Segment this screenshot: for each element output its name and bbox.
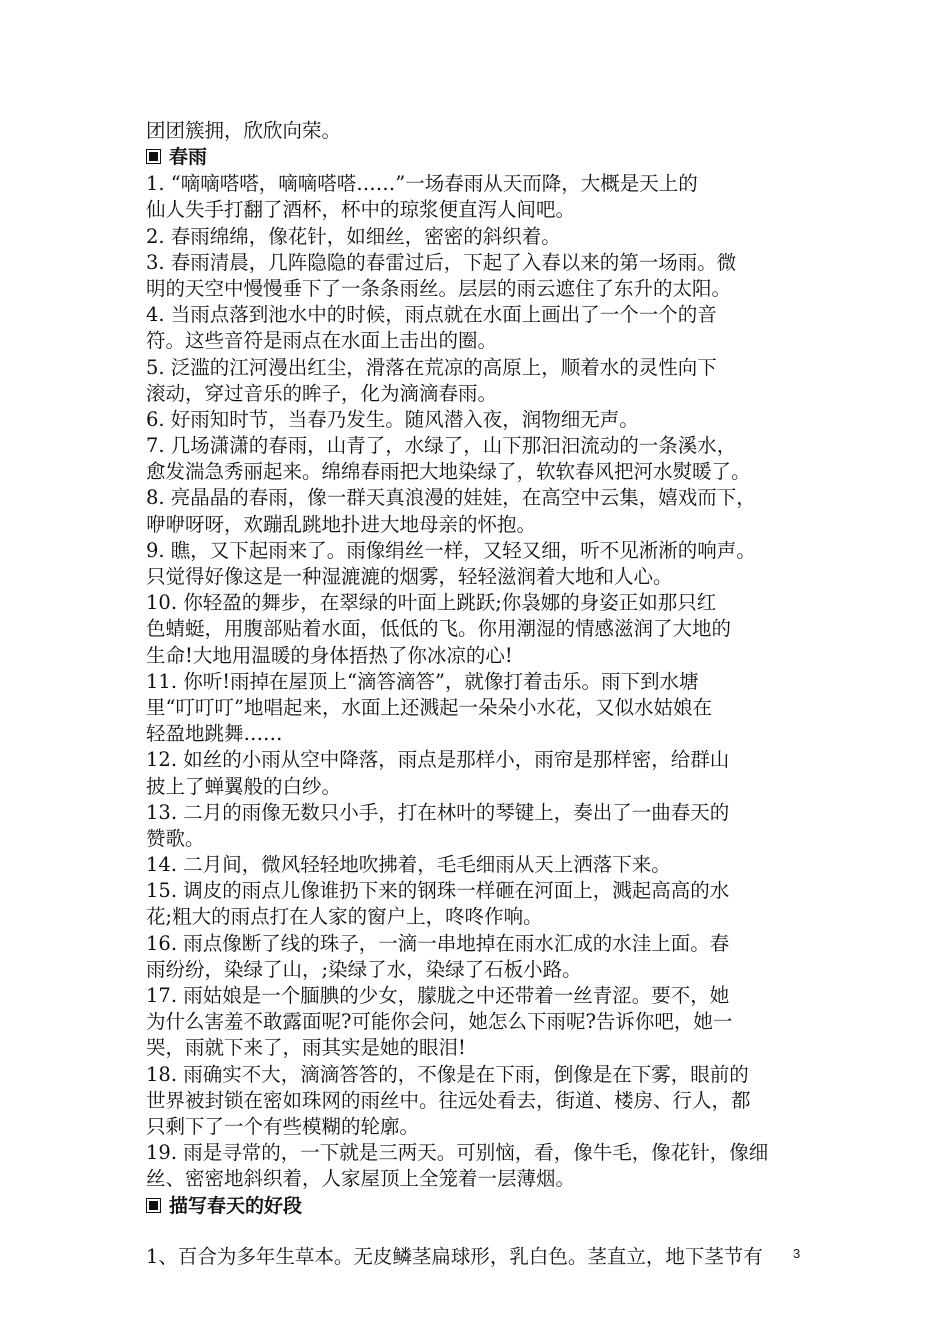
list-item [146,983,822,1062]
list-item-line: 哭，雨就下来了，雨其实是她的眼泪! [146,1036,466,1060]
list-item-line: 5. 泛滥的江河漫出红尘，滑落在荒凉的高原上，顺着水的灵性向下 [146,355,717,379]
document-body [146,118,822,1270]
list-item-line: 为什么害羞不敢露面呢?可能你会问，她怎么下雨呢?告诉你吧，她一 [146,1010,733,1034]
list-item-line: 里“叮叮叮”地唱起来，水面上还溅起一朵朵小水花，又似水姑娘在 [146,695,712,719]
list-item-line: 色蜻蜓，用腹部贴着水面，低低的飞。你用潮湿的情感滋润了大地的 [146,617,732,641]
list-item [146,302,822,354]
list-item-line: 12. 如丝的小雨从空中降落，雨点是那样小，雨帘是那样密，给群山 [146,748,730,772]
list-item-line: 9. 瞧，又下起雨来了。雨像绢丝一样，又轻又细，听不见淅淅的响声。 [146,538,756,562]
list-item-line: 愈发湍急秀丽起来。绵绵春雨把大地染绿了，软软春风把河水熨暖了。 [146,460,751,484]
list-item-line: 雨纷纷，染绿了山，;染绿了水，染绿了石板小路。 [146,957,582,981]
list-item-line: 18. 雨确实不大，滴滴答答的，不像是在下雨，倒像是在下雾，眼前的 [146,1062,749,1086]
list-item-line: 13. 二月的雨像无数只小手，打在林叶的琴键上，奏出了一曲春天的 [146,800,730,824]
list-item-line: 只觉得好像这是一种湿漉漉的烟雾，轻轻滋润着大地和人心。 [146,565,673,588]
list-item-line: 3. 春雨清晨，几阵隐隐的春雷过后，下起了入春以来的第一场雨。微 [146,250,737,274]
list-item-line: 仙人失手打翻了酒杯，杯中的琼浆便直泻人间吧。 [146,198,576,222]
section-heading-text: 春雨 [169,146,208,169]
list-item-line: 滚动，穿过音乐的眸子，化为滴滴春雨。 [146,381,498,405]
list-item [146,433,822,485]
list-item-line: 只剩下了一个有些模糊的轮廓。 [146,1114,420,1138]
list-item [146,1062,822,1141]
paragraph-first-line: 1、百合为多年生草本。无皮鳞茎扁球形，乳白色。茎直立，地下茎节有 [146,1244,763,1268]
list-item-line: 2. 春雨绵绵，像花针，如细丝，密密的斜织着。 [146,224,561,248]
list-item [146,171,822,223]
list-item [146,852,822,878]
list-item-line: 花;粗大的雨点打在人家的窗户上，咚咚作响。 [146,905,543,929]
list-item-line: 14. 二月间，微风轻轻地吹拂着，毛毛细雨从天上洒落下来。 [146,853,671,877]
list-item-line: 1. “嘀嘀嗒嗒，嘀嘀嗒嗒……”一场春雨从天而降，大概是天上的 [146,172,698,196]
list-item-line: 7. 几场潇潇的春雨，山青了，水绿了，山下那汩汩流动的一条溪水， [146,434,737,458]
list-item-line: 咿咿呀呀，欢蹦乱跳地扑进大地母亲的怀抱。 [146,512,537,536]
square-bullet-icon [146,149,161,164]
intro-line: 团团簇拥，欣欣向荣。 [146,119,342,142]
spacer [146,1220,822,1244]
list-item [146,485,822,537]
section-heading-text: 描写春天的好段 [169,1194,303,1217]
section-heading-spring-paragraphs [146,1193,822,1220]
list-item [146,1140,822,1192]
page-number: 3 [793,1246,801,1261]
list-item-line: 4. 当雨点落到池水中的时候，雨点就在水面上画出了一个一个的音 [146,303,717,327]
list-item-line: 11. 你听!雨掉在屋顶上“滴答滴答”，就像打着击乐。雨下到水塘 [146,669,699,693]
list-item-line: 17. 雨姑娘是一个腼腆的少女，朦胧之中还带着一丝青涩。要不，她 [146,984,730,1007]
list-item [146,669,822,748]
list-item-line: 赞歌。 [146,826,205,850]
section-heading-spring-rain [146,144,822,171]
list-item-line: 10. 你轻盈的舞步，在翠绿的叶面上跳跃;你袅娜的身姿正如那只红 [146,591,717,615]
list-item [146,355,822,407]
list-item-line: 16. 雨点像断了线的珠子，一滴一串地掉在雨水汇成的水洼上面。春 [146,931,730,955]
list-item-line: 披上了蝉翼般的白纱。 [146,774,342,798]
list-item [146,800,822,852]
list-item [146,747,822,799]
list-item-line: 符。这些音符是雨点在水面上击出的圈。 [146,329,498,353]
list-item [146,224,822,250]
list-item [146,407,822,433]
list-item-line: 明的天空中慢慢垂下了一条条雨丝。层层的雨云遮住了东升的太阳。 [146,276,732,300]
list-item-line: 丝、密密地斜织着，人家屋顶上全笼着一层薄烟。 [146,1167,576,1191]
list-item-line: 生命!大地用温暖的身体捂热了你冰凉的心! [146,643,513,667]
list-item-line: 19. 雨是寻常的，一下就是三两天。可别恼，看，像牛毛，像花针，像细 [146,1141,769,1165]
list-item [146,590,822,669]
list-item [146,878,822,930]
list-item-line: 15. 调皮的雨点儿像谁扔下来的钢珠一样砸在河面上，溅起高高的水 [146,879,730,903]
list-item [146,250,822,302]
square-bullet-icon [146,1198,161,1213]
list-item-line: 世界被封锁在密如珠网的雨丝中。往远处看去，街道、楼房、行人，都 [146,1088,751,1112]
list-item-line: 轻盈地跳舞…… [146,722,283,746]
list-item [146,538,822,590]
list-item-line: 8. 亮晶晶的春雨，像一群天真浪漫的娃娃，在高空中云集，嬉戏而下， [146,486,756,510]
list-item-line: 6. 好雨知时节，当春乃发生。随风潜入夜，润物细无声。 [146,407,639,431]
list-item [146,931,822,983]
spring-rain-list [146,171,822,1192]
